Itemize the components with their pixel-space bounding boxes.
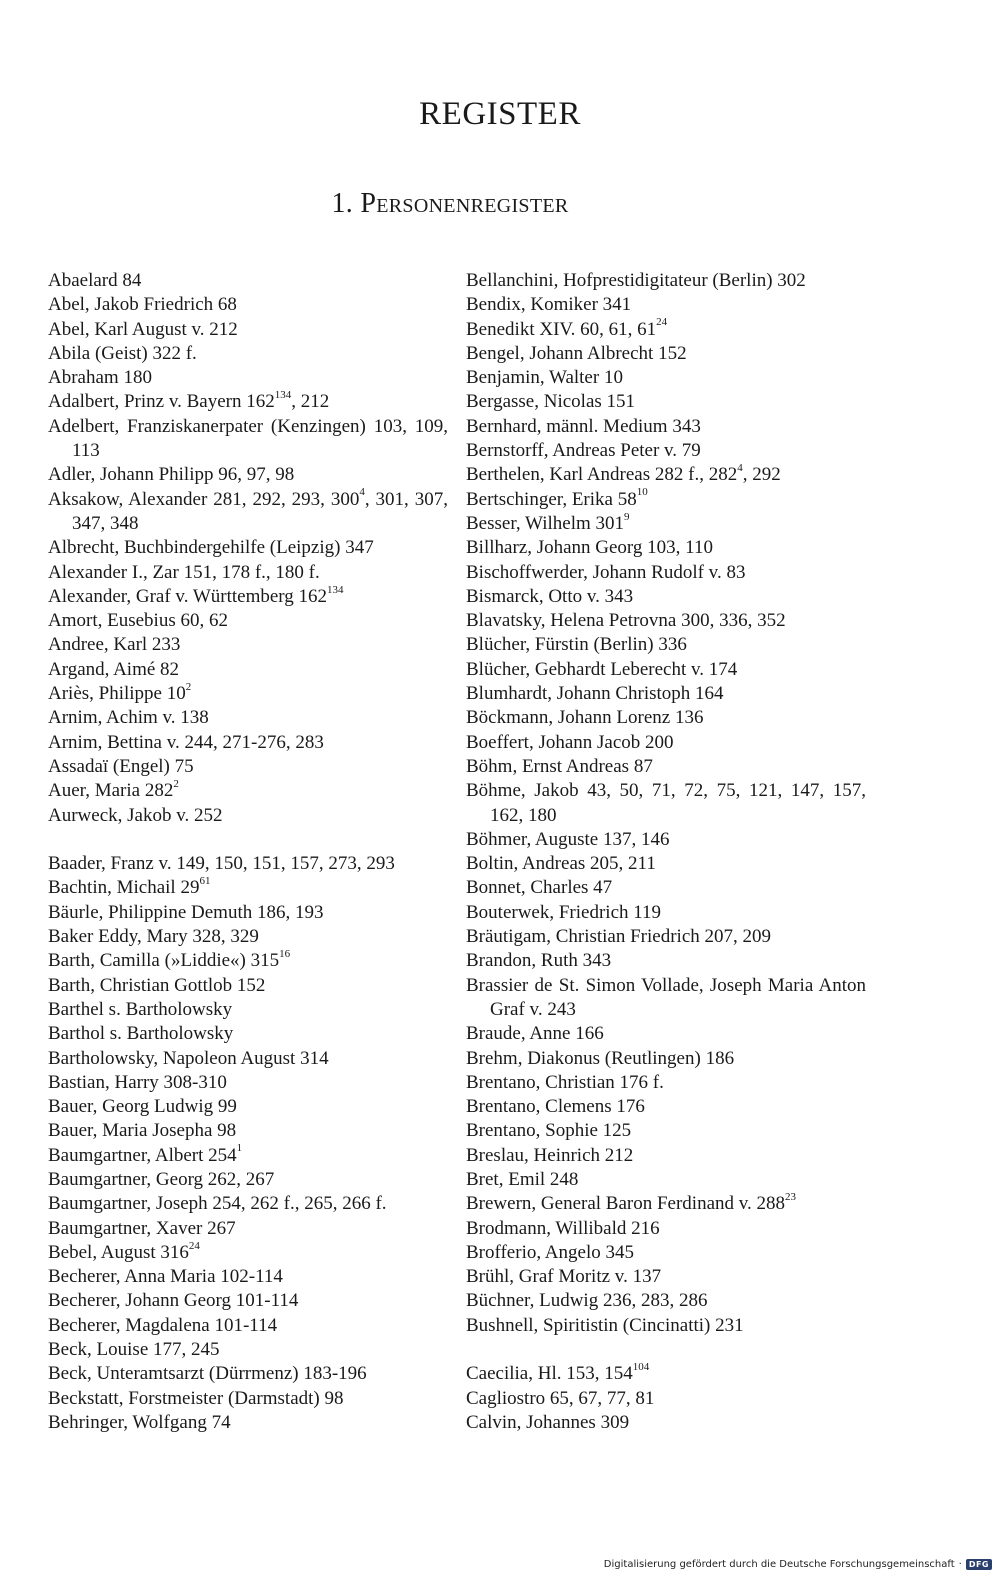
dfg-logo-icon: DFG	[966, 1559, 992, 1570]
entry-text: Aurweck, Jakob v. 252	[48, 804, 223, 826]
entry-text: Benedikt XIV. 60, 61, 61	[466, 318, 657, 340]
index-entry	[48, 974, 448, 998]
entry-text: Baader, Franz v. 149, 150, 151, 157, 273, 293	[48, 853, 395, 875]
entry-text: Brodmann, Willibald 216	[466, 1217, 660, 1239]
entry-text: Bebel, August 316	[48, 1241, 189, 1263]
entry-text: Bengel, Johann Albrecht 152	[466, 342, 687, 364]
index-entry	[466, 342, 866, 366]
entry-text: Boeffert, Johann Jacob 200	[466, 731, 674, 753]
entry-text: Bräutigam, Christian Friedrich 207, 209	[466, 926, 772, 948]
entry-text: Bauer, Maria Josepha 98	[48, 1120, 237, 1142]
footnote-ref: 2	[185, 680, 192, 693]
footnote-ref: 23	[785, 1190, 797, 1203]
index-entry	[48, 1192, 448, 1216]
index-entry	[466, 585, 866, 609]
entry-text: Assadaï (Engel) 75	[48, 755, 194, 777]
index-entry	[48, 1362, 448, 1386]
index-entry	[466, 1411, 866, 1435]
entry-text: Aksakow, Alexander 281, 292, 293, 300	[48, 488, 360, 510]
index-entry	[466, 658, 866, 682]
index-entry	[466, 415, 866, 439]
entry-text: Bäurle, Philippine Demuth 186, 193	[48, 901, 324, 923]
entry-text: Amort, Eusebius 60, 62	[48, 610, 228, 632]
entry-text: Braude, Anne 166	[466, 1023, 604, 1045]
index-entry	[466, 1387, 866, 1411]
entry-text: Billharz, Johann Georg 103, 110	[466, 537, 713, 559]
index-column-left	[48, 269, 448, 1435]
index-entry	[466, 1192, 866, 1216]
entry-text-continued: , 301, 307, 347, 348	[72, 488, 449, 534]
index-entry	[466, 1217, 866, 1241]
entry-text: Bachtin, Michail 29	[48, 877, 200, 899]
entry-text-continued: , 212	[291, 391, 330, 413]
entry-text: Bertschinger, Erika 58	[466, 488, 637, 510]
index-entry	[466, 1144, 866, 1168]
index-entry	[466, 390, 866, 414]
index-entry	[466, 1265, 866, 1289]
index-entry	[48, 1022, 448, 1046]
entry-text: Bonnet, Charles 47	[466, 877, 613, 899]
index-entry	[48, 269, 448, 293]
footnote-ref: 16	[279, 947, 291, 960]
entry-text: Caecilia, Hl. 153, 154	[466, 1363, 633, 1385]
index-entry	[466, 1119, 866, 1143]
index-entry	[48, 852, 448, 876]
index-entry	[48, 1289, 448, 1313]
entry-text: Brewern, General Baron Ferdinand v. 288	[466, 1193, 786, 1215]
index-entry	[48, 1411, 448, 1435]
entry-text: Barthol s. Bartholowsky	[48, 1023, 234, 1045]
entry-text: Barthel s. Bartholowsky	[48, 998, 233, 1020]
index-entry	[48, 609, 448, 633]
entry-text: Adelbert, Franziskanerpater (Kenzingen) 103, 109, 113	[48, 415, 448, 462]
index-entry	[48, 585, 448, 609]
index-entry	[466, 852, 866, 876]
index-entry	[466, 949, 866, 973]
entry-text: Breslau, Heinrich 212	[466, 1144, 634, 1166]
index-entry	[48, 633, 448, 657]
entry-text: Adalbert, Prinz v. Bayern 162	[48, 391, 275, 413]
entry-text: Ariès, Philippe 10	[48, 683, 186, 705]
entry-text: Böhmer, Auguste 137, 146	[466, 828, 670, 850]
index-entry	[48, 342, 448, 366]
index-entry	[48, 658, 448, 682]
index-entry	[48, 779, 448, 803]
index-entry	[466, 463, 866, 487]
index-entry	[466, 974, 866, 1023]
index-entry	[466, 828, 866, 852]
footnote-ref: 61	[199, 875, 211, 888]
index-entry	[466, 366, 866, 390]
entry-text: Benjamin, Walter 10	[466, 367, 623, 389]
index-entry	[48, 1095, 448, 1119]
footnote-ref: 4	[359, 486, 365, 499]
entry-text: Büchner, Ludwig 236, 283, 286	[466, 1290, 708, 1312]
entry-text: Abila (Geist) 322 f.	[48, 342, 197, 364]
entry-text: Beck, Unteramtsarzt (Dürrmenz) 183-196	[48, 1363, 367, 1385]
index-entry	[48, 366, 448, 390]
entry-text: Brentano, Sophie 125	[466, 1120, 632, 1142]
index-entry	[48, 1071, 448, 1095]
index-entry	[48, 901, 448, 925]
index-entry	[48, 463, 448, 487]
entry-text: Bergasse, Nicolas 151	[466, 391, 636, 413]
index-entry	[48, 755, 448, 779]
index-entry	[466, 439, 866, 463]
index-entry	[48, 706, 448, 730]
entry-text: Auer, Maria 282	[48, 780, 174, 802]
entry-text: Barth, Christian Gottlob 152	[48, 974, 266, 996]
entry-text: Becherer, Magdalena 101-114	[48, 1314, 278, 1336]
entry-text: Böhm, Ernst Andreas 87	[466, 755, 653, 777]
index-entry	[466, 633, 866, 657]
entry-text: Bellanchini, Hofprestidigitateur (Berlin) 302	[466, 270, 806, 291]
footnote-ref: 2	[173, 777, 179, 790]
entry-text: Arnim, Bettina v. 244, 271-276, 283	[48, 731, 324, 753]
index-entry	[48, 1144, 448, 1168]
entry-text: Boltin, Andreas 205, 211	[466, 853, 656, 875]
entry-text: Bismarck, Otto v. 343	[466, 585, 634, 607]
entry-text: Abaelard 84	[48, 270, 142, 291]
footnote-ref: 104	[632, 1361, 650, 1374]
entry-text: Brentano, Christian 176 f.	[466, 1071, 664, 1093]
index-entry	[48, 293, 448, 317]
entry-text: Albrecht, Buchbindergehilfe (Leipzig) 347	[48, 537, 374, 559]
index-column-right	[466, 269, 866, 1435]
index-entry	[466, 925, 866, 949]
index-entry	[48, 731, 448, 755]
index-entry	[466, 512, 866, 536]
entry-text: Brehm, Diakonus (Reutlingen) 186	[466, 1047, 735, 1069]
entry-text: Bauer, Georg Ludwig 99	[48, 1096, 237, 1118]
entry-text: Barth, Camilla (»Liddie«) 315	[48, 950, 280, 972]
index-entry	[466, 755, 866, 779]
index-entry	[48, 949, 448, 973]
footer: Digitalisierung gefördert durch die Deutsche Forschungsgemeinschaft · DFG	[604, 1559, 992, 1570]
entry-text: Baumgartner, Georg 262, 267	[48, 1168, 275, 1190]
entry-text: Bendix, Komiker 341	[466, 294, 632, 316]
entry-text: Brofferio, Angelo 345	[466, 1241, 634, 1263]
entry-text: Böhme, Jakob 43, 50, 71, 72, 75, 121, 147, 157, 162, 180	[466, 780, 866, 826]
entry-text: Brassier de St. Simon Vollade, Joseph Maria Anton Graf v. 243	[466, 974, 866, 1020]
entry-text: Bret, Emil 248	[466, 1168, 579, 1190]
entry-text: Bastian, Harry 308-310	[48, 1071, 227, 1093]
entry-text: Becherer, Anna Maria 102-114	[48, 1266, 283, 1288]
entry-text: Bernhard, männl. Medium 343	[466, 415, 701, 437]
index-entry	[466, 1289, 866, 1313]
index-entry	[466, 1362, 866, 1386]
index-entry	[466, 318, 866, 342]
index-entry	[466, 1314, 866, 1338]
entry-text: Bushnell, Spiritistin (Cincinatti) 231	[466, 1314, 744, 1336]
index-entry	[48, 1241, 448, 1265]
index-entry	[48, 804, 448, 828]
entry-text: Bernstorff, Andreas Peter v. 79	[466, 440, 701, 462]
footnote-ref: 134	[327, 583, 344, 596]
entry-text: Brentano, Clemens 176	[466, 1096, 645, 1118]
entry-text: Brandon, Ruth 343	[466, 950, 612, 972]
index-entry	[466, 561, 866, 585]
entry-text: Bartholowsky, Napoleon August 314	[48, 1047, 329, 1069]
section-title: 1. Personenregister	[331, 188, 569, 219]
page-title: REGISTER	[419, 96, 581, 132]
footnote-ref: 1	[236, 1142, 243, 1155]
index-entry	[466, 682, 866, 706]
entry-text: Abel, Karl August v. 212	[48, 318, 238, 340]
index-entry	[466, 1047, 866, 1071]
index-entry	[466, 1095, 866, 1119]
index-entry	[48, 682, 448, 706]
entry-text: Bischoffwerder, Johann Rudolf v. 83	[466, 561, 746, 583]
footnote-ref: 134	[274, 389, 292, 402]
index-entry	[48, 1168, 448, 1192]
index-entry	[48, 1119, 448, 1143]
index-entry	[466, 901, 866, 925]
entry-text: Baumgartner, Joseph 254, 262 f., 265, 266 f.	[48, 1193, 387, 1215]
entry-text: Beckstatt, Forstmeister (Darmstadt) 98	[48, 1387, 344, 1409]
footer-credit: Digitalisierung gefördert durch die Deutsche Forschungsgemeinschaft	[603, 1559, 955, 1570]
index-entry	[48, 1047, 448, 1071]
footnote-ref: 9	[624, 510, 630, 523]
index-entry	[48, 536, 448, 560]
index-entry	[48, 1265, 448, 1289]
entry-text-continued: , 292	[742, 464, 781, 486]
entry-text: Baumgartner, Albert 254	[48, 1144, 237, 1166]
entry-text: Brühl, Graf Moritz v. 137	[466, 1266, 662, 1288]
entry-text: Alexander I., Zar 151, 178 f., 180 f.	[48, 561, 320, 583]
entry-text: Cagliostro 65, 67, 77, 81	[466, 1387, 655, 1409]
footnote-ref: 10	[636, 486, 648, 499]
footnote-ref: 24	[188, 1239, 200, 1252]
entry-text: Besser, Wilhelm 301	[466, 512, 625, 534]
index-entry	[48, 390, 448, 414]
index-entry	[48, 925, 448, 949]
entry-text: Baumgartner, Xaver 267	[48, 1217, 236, 1239]
entry-text: Alexander, Graf v. Württemberg 162	[48, 585, 328, 607]
index-entry	[466, 779, 866, 828]
index-entry	[466, 1071, 866, 1095]
index-entry	[466, 731, 866, 755]
entry-text: Argand, Aimé 82	[48, 658, 180, 680]
entry-text: Adler, Johann Philipp 96, 97, 98	[48, 464, 295, 486]
index-entry	[466, 609, 866, 633]
index-entry	[48, 561, 448, 585]
index-entry	[48, 1387, 448, 1411]
entry-text: Blücher, Gebhardt Leberecht v. 174	[466, 658, 738, 680]
entry-text: Bouterwek, Friedrich 119	[466, 901, 662, 923]
entry-text: Beck, Louise 177, 245	[48, 1339, 220, 1361]
footnote-ref: 24	[656, 316, 668, 329]
entry-text: Blücher, Fürstin (Berlin) 336	[466, 634, 687, 656]
index-entry	[48, 1338, 448, 1362]
index-entry	[466, 1168, 866, 1192]
index-entry	[466, 876, 866, 900]
index-entry	[466, 488, 866, 512]
entry-text: Calvin, Johannes 309	[466, 1411, 630, 1433]
index-entry	[466, 293, 866, 317]
index-entry	[48, 998, 448, 1022]
index-entry	[466, 536, 866, 560]
entry-text: Baker Eddy, Mary 328, 329	[48, 926, 259, 948]
index-entry	[48, 318, 448, 342]
entry-text: Blavatsky, Helena Petrovna 300, 336, 352	[466, 610, 786, 632]
index-entry	[466, 1241, 866, 1265]
index-entry	[48, 876, 448, 900]
entry-text: Blumhardt, Johann Christoph 164	[466, 683, 724, 705]
entry-text: Arnim, Achim v. 138	[48, 707, 209, 729]
index-entry	[48, 1217, 448, 1241]
index-entry	[466, 706, 866, 730]
index-entry	[48, 1314, 448, 1338]
footnote-ref: 4	[737, 462, 743, 475]
entry-text: Abel, Jakob Friedrich 68	[48, 294, 237, 316]
index-entry	[466, 269, 866, 293]
entry-text: Berthelen, Karl Andreas 282 f., 282	[466, 464, 738, 486]
entry-text: Andree, Karl 233	[48, 634, 181, 656]
index-entry	[48, 488, 448, 537]
entry-text: Böckmann, Johann Lorenz 136	[466, 707, 704, 729]
entry-text: Becherer, Johann Georg 101-114	[48, 1290, 299, 1312]
index-entry	[466, 1022, 866, 1046]
index-entry	[48, 415, 448, 464]
entry-text: Abraham 180	[48, 367, 152, 389]
entry-text: Behringer, Wolfgang 74	[48, 1411, 231, 1433]
